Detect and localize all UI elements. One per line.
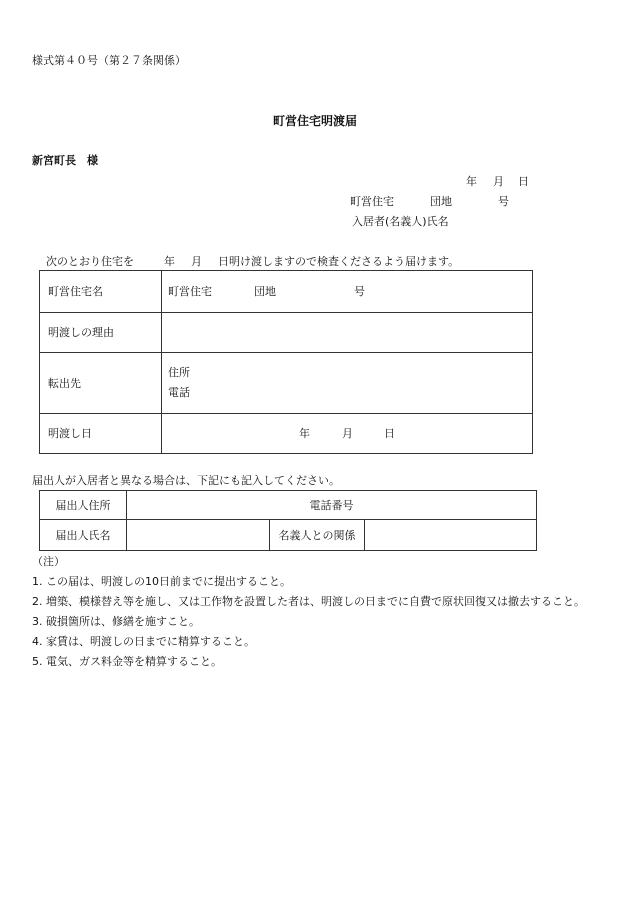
label-cell [40, 520, 127, 551]
table-row [40, 491, 537, 520]
vacate-date-cell[interactable] [162, 414, 533, 454]
notifier-address-cell[interactable] [127, 491, 537, 520]
label-cell [40, 271, 162, 313]
notifier-note: 届出人が入居者と異なる場合は、下記にも記入してください。 [32, 474, 340, 487]
destination-cell[interactable] [162, 353, 533, 414]
table-row [40, 353, 533, 414]
address-label: 住所 [168, 366, 190, 379]
housing-name-cell[interactable] [162, 271, 533, 313]
table-row [40, 271, 533, 313]
vacate-reason-cell[interactable] [162, 313, 533, 353]
note-item: 2. 増築、模様替え等を施し、又は工作物を設置した者は、明渡しの日までに自費で原状回復又は撤去すること。 [32, 595, 585, 608]
phone-label: 電話 [168, 386, 190, 399]
note-item: 4. 家賃は、明渡しの日までに精算すること。 [32, 635, 255, 648]
notifier-name-label: 届出人氏名 [55, 528, 111, 542]
addressee: 新宮町長 様 [32, 154, 98, 167]
vacate-date-label: 明渡し日 [48, 427, 92, 440]
applicant-danchi-label: 団地 [430, 195, 452, 208]
resident-name-label: 入居者(名義人)氏名 [352, 215, 449, 228]
label-cell [40, 353, 162, 414]
phone-number-label: 電話番号 [309, 498, 354, 512]
intro-prefix: 次のとおり住宅を [46, 255, 134, 268]
label-cell [40, 414, 162, 454]
vacate-day-label: 日 [384, 427, 395, 440]
applicant-go-label: 号 [498, 195, 509, 208]
notes-heading: （注） [32, 555, 65, 568]
label-cell [40, 313, 162, 353]
applicant-housing-label: 町営住宅 [350, 195, 394, 208]
danchi-label: 団地 [254, 285, 276, 298]
form-number: 様式第４０号（第２７条関係） [32, 54, 186, 67]
notifier-table [39, 490, 537, 551]
intro-year: 年 [164, 255, 175, 268]
note-item: 3. 破損箇所は、修繕を施すこと。 [32, 615, 200, 628]
note-item: 5. 電気、ガス料金等を精算すること。 [32, 655, 222, 668]
notifier-address-label: 届出人住所 [55, 498, 111, 512]
relation-cell[interactable] [365, 520, 537, 551]
vacate-year-label: 年 [299, 427, 310, 440]
table-row [40, 520, 537, 551]
label-cell [40, 491, 127, 520]
vacate-reason-label: 明渡しの理由 [48, 326, 114, 339]
label-cell [270, 520, 365, 551]
relation-label: 名義人との関係 [278, 528, 356, 542]
note-item: 1. この届は、明渡しの10日前までに提出すること。 [32, 575, 291, 588]
vacate-month-label: 月 [342, 427, 353, 440]
housing-name-label: 町営住宅名 [48, 285, 103, 298]
date-month: 月 [493, 175, 504, 188]
document-title: 町営住宅明渡届 [272, 114, 357, 128]
date-day: 日 [518, 175, 529, 188]
date-year: 年 [466, 175, 477, 188]
intro-suffix: 日明け渡しますので検査くださるよう届けます。 [218, 255, 460, 268]
destination-label: 転出先 [48, 376, 81, 390]
main-table [39, 270, 533, 454]
go-label: 号 [354, 285, 365, 298]
table-row [40, 313, 533, 353]
housing-label: 町営住宅 [168, 285, 212, 298]
intro-month: 月 [191, 255, 202, 268]
table-row [40, 414, 533, 454]
notifier-name-cell[interactable] [127, 520, 270, 551]
